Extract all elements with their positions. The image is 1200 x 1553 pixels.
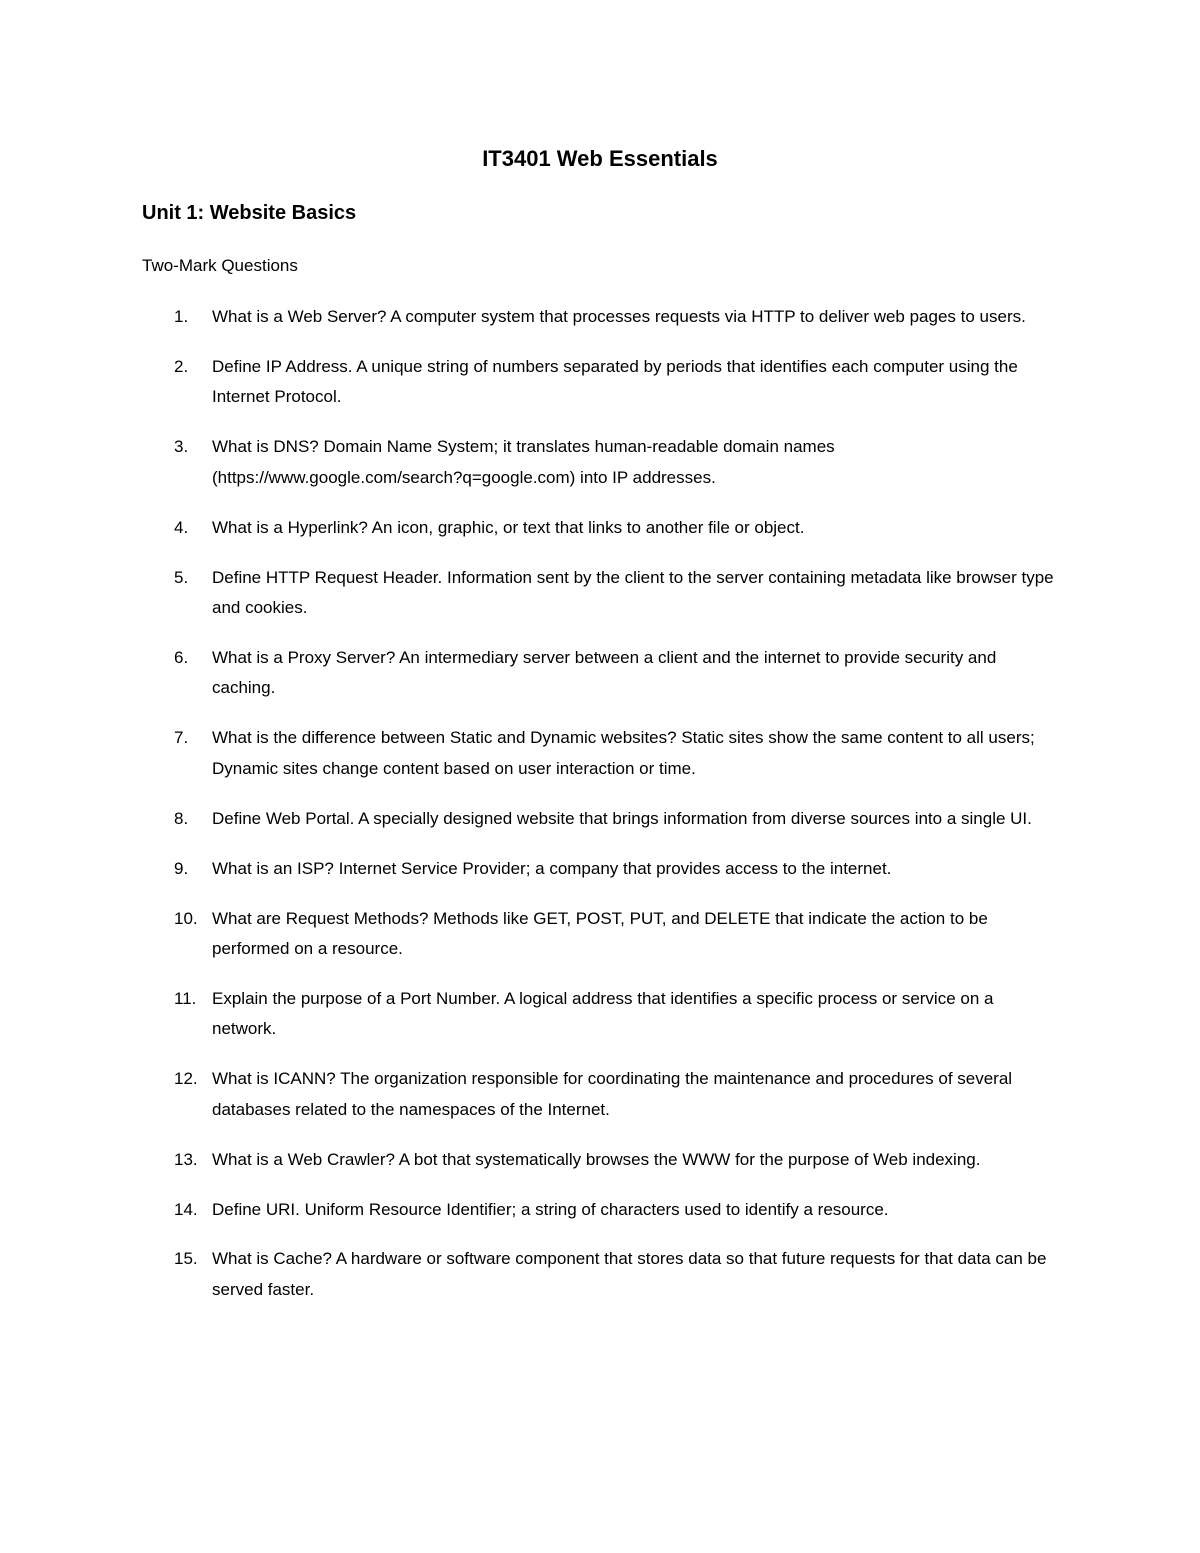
question-number: 14. (174, 1199, 198, 1219)
question-number: 10. (174, 908, 198, 928)
question-number: 3. (174, 437, 189, 457)
question-item (0, 1195, 1062, 1226)
question-text: Define Web Portal. A specially designed website that brings information from diverse sources into a single UI. (212, 808, 1032, 828)
question-text: What is ICANN? The organization responsible for coordinating the maintenance and procedures of several databases related to the namespaces of the Internet. (212, 1069, 1013, 1119)
question-item (0, 352, 1062, 413)
question-item (0, 563, 1062, 624)
question-item (0, 643, 1062, 704)
question-text: What is a Hyperlink? An icon, graphic, or text that links to another file or object. (212, 517, 805, 537)
question-item (0, 854, 1062, 885)
question-text: Define IP Address. A unique string of numbers separated by periods that identifies each computer using the Internet Protocol. (212, 356, 1018, 407)
question-text: What is a Web Crawler? A bot that systematically browses the WWW for the purpose of Web indexing. (212, 1149, 981, 1169)
question-number: 1. (174, 307, 189, 326)
question-item (0, 1244, 1062, 1305)
question-item (0, 302, 1062, 333)
question-item (0, 1145, 1062, 1176)
question-text: What is a Proxy Server? An intermediary server between a client and the internet to provide security and caching. (212, 647, 997, 698)
question-item (0, 432, 1062, 493)
question-text: What is a Web Server? A computer system that processes requests via HTTP to deliver web pages to users. (212, 307, 1026, 326)
question-text: What is DNS? Domain Name System; it translates human-readable domain names (https://www.google.com/search?q=google.com) into IP addresses. (212, 437, 835, 487)
question-item (0, 904, 1062, 965)
section-label: Two-Mark Questions (142, 256, 298, 275)
question-number: 11. (174, 988, 197, 1008)
question-number: 6. (174, 647, 189, 667)
question-text: Define HTTP Request Header. Information sent by the client to the server containing metadata like browser type and cookies. (212, 567, 1054, 618)
question-number: 5. (174, 567, 189, 587)
question-text: Define URI. Uniform Resource Identifier; a string of characters used to identify a resource. (212, 1199, 889, 1219)
question-item (0, 1064, 1062, 1125)
question-item (0, 804, 1062, 835)
question-number: 9. (174, 858, 189, 878)
question-text: What are Request Methods? Methods like GET, POST, PUT, and DELETE that indicate the action to be performed on a resource. (212, 908, 988, 959)
question-item (0, 723, 1062, 784)
question-number: 13. (174, 1149, 198, 1169)
question-number: 2. (174, 356, 189, 376)
question-item (0, 513, 1062, 544)
question-text: What is the difference between Static and Dynamic websites? Static sites show the same content to all users; Dynamic sites change content based on user interaction or time. (212, 728, 1035, 778)
question-text: Explain the purpose of a Port Number. A logical address that identifies a specific process or service on a network. (212, 988, 994, 1039)
question-item (0, 984, 1062, 1045)
question-number: 4. (174, 517, 189, 537)
question-number: 8. (174, 808, 189, 828)
document-title: IT3401 Web Essentials (482, 146, 718, 171)
question-number: 12. (174, 1069, 198, 1089)
question-number: 7. (174, 728, 189, 748)
question-text: What is an ISP? Internet Service Provider; a company that provides access to the internet. (212, 858, 892, 878)
question-number: 15. (174, 1249, 198, 1269)
question-list (0, 302, 1200, 1325)
unit-heading: Unit 1: Website Basics (142, 202, 357, 224)
question-text: What is Cache? A hardware or software component that stores data so that future requests for that data can be served faster. (212, 1249, 1047, 1299)
